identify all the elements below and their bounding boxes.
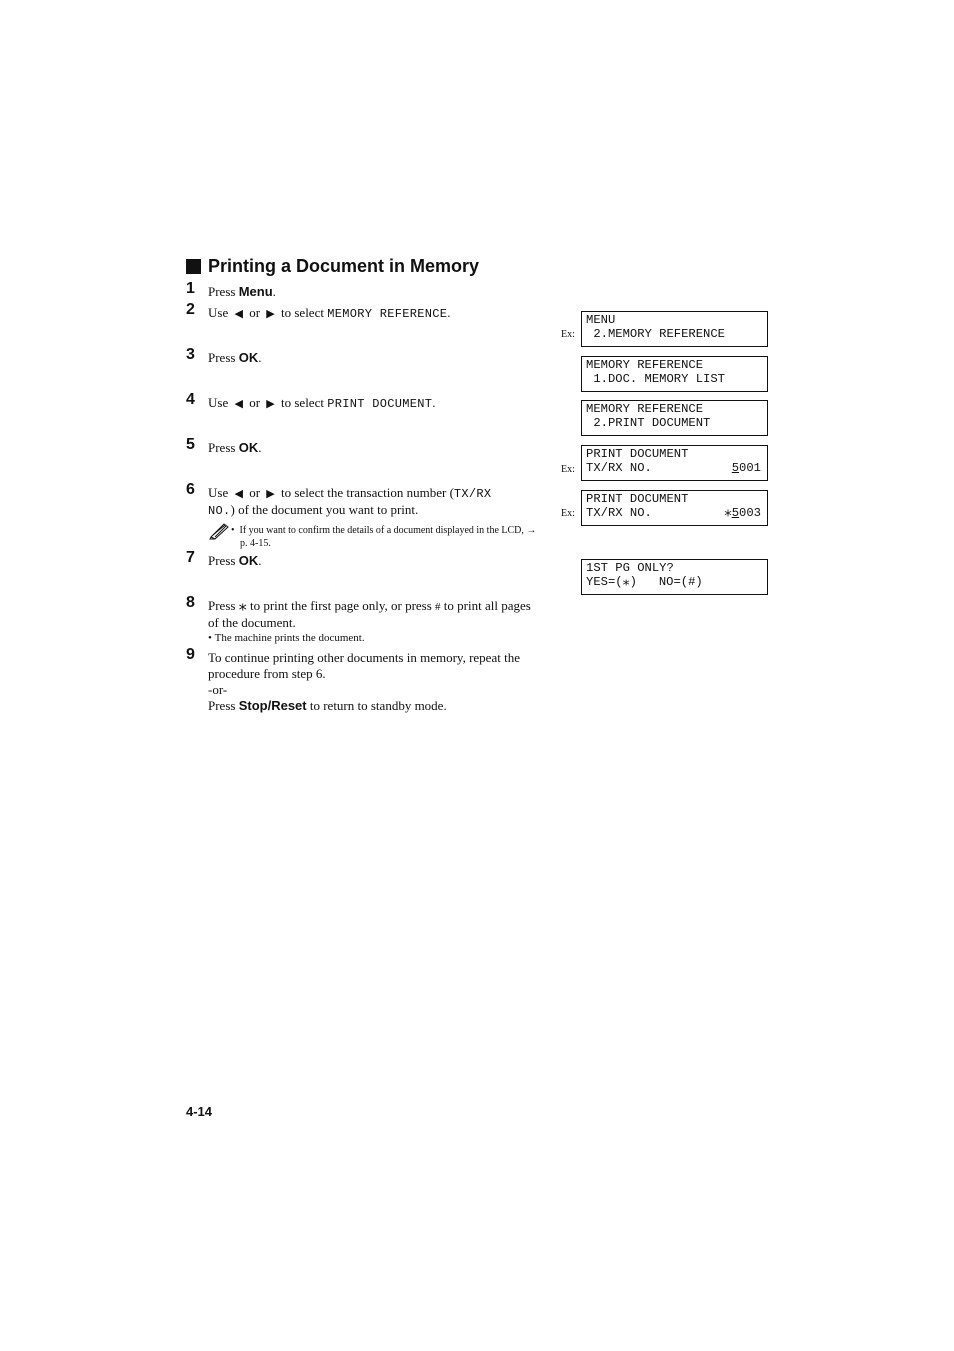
step-number: 3 (186, 346, 195, 363)
lcd-code: NO. (208, 504, 231, 518)
step-text: to select (281, 305, 324, 320)
cursor-digit: 5 (731, 506, 740, 520)
lcd-line: 1ST PG ONLY? (586, 561, 674, 575)
step-text: Use (208, 305, 229, 320)
step-9 (186, 646, 541, 714)
step-text: Press (208, 350, 239, 365)
step-text: Press (208, 598, 236, 613)
page-number: 4-14 (186, 1104, 213, 1119)
step-text: Press (208, 553, 239, 568)
step-number: 4 (186, 391, 195, 408)
right-arrow-icon: ▶ (266, 398, 275, 410)
lcd-display-menu (581, 311, 768, 347)
step-text: ) of the document you want to print. (230, 502, 419, 517)
star-key-icon: ⁎ (238, 597, 247, 614)
lcd-code: TX/RX (453, 487, 492, 501)
step-text: or (249, 305, 261, 320)
step-text: Press (208, 284, 239, 299)
step-text: . (258, 553, 262, 568)
step-7 (186, 549, 541, 569)
lcd-digits: 003 (739, 506, 761, 520)
lcd-display-first-page (581, 559, 768, 595)
star-icon: ⁎ (724, 504, 732, 521)
step-text: Press (208, 698, 239, 713)
lcd-code: MEMORY REFERENCE (327, 307, 448, 321)
lcd-display-print-document (581, 400, 768, 436)
star-icon: ⁎ (622, 574, 630, 590)
page-title: Printing a Document in Memory (208, 256, 480, 276)
step-text: to select the transaction number ( (281, 485, 454, 500)
hash-key-icon: # (435, 601, 441, 613)
key-name: OK (238, 350, 259, 365)
step-text: to return to standby mode. (306, 698, 447, 713)
cursor-digit: 5 (731, 461, 740, 475)
step-4 (186, 391, 541, 412)
key-name: Menu (238, 284, 273, 299)
lcd-line (586, 575, 703, 589)
left-arrow-icon: ◀ (234, 308, 243, 320)
example-label: Ex: (561, 508, 575, 519)
example-label: Ex: (561, 464, 575, 475)
step-text: Use (208, 485, 229, 500)
step-text: to print the first page only, or press (249, 598, 432, 613)
step-text: . (258, 440, 262, 455)
step-text: . (447, 305, 451, 320)
heading-square-icon (186, 259, 201, 274)
pencil-note-icon (208, 522, 230, 544)
lcd-line: 1.DOC. MEMORY LIST (586, 372, 725, 386)
step-number: 9 (186, 646, 195, 663)
step-2 (186, 301, 541, 322)
note: • If you want to confirm the details of a document displayed in the LCD, → p. 4-15. (208, 524, 541, 550)
step-number: 5 (186, 436, 195, 453)
lcd-display-memory-list (581, 356, 768, 392)
step-8: 8 Press ⁎ to print the first page only, or press # to print all pages of the document. • The machine prints the document. (186, 594, 531, 644)
step-5 (186, 436, 541, 456)
step-6 (186, 481, 541, 550)
lcd-text: YES=( (586, 575, 623, 589)
step-text: Use (208, 395, 229, 410)
lcd-display-txrx-5003 (581, 490, 768, 526)
lcd-line: TX/RX NO. (586, 506, 652, 520)
left-arrow-icon: ◀ (234, 488, 243, 500)
example-label: Ex: (561, 329, 575, 340)
step-text: to print all pages of the document. (208, 598, 531, 630)
lcd-tx-number (724, 506, 761, 520)
lcd-line: 2.MEMORY REFERENCE (586, 327, 725, 341)
lcd-line: TX/RX NO. (586, 461, 652, 475)
step-text: Press (208, 440, 239, 455)
sub-text: The machine prints the document. (214, 632, 365, 644)
step-text: or (249, 395, 261, 410)
step-text: . (432, 395, 436, 410)
step-text: To continue printing other documents in memory, repeat the procedure from step 6. (208, 650, 520, 681)
lcd-code: PRINT DOCUMENT (327, 397, 433, 411)
lcd-text: ) NO=(#) (629, 575, 703, 589)
lcd-line: PRINT DOCUMENT (586, 447, 689, 461)
step-number: 2 (186, 301, 195, 318)
lcd-line: MENU (586, 313, 616, 327)
step-3 (186, 346, 541, 366)
step-text: -or- (208, 682, 228, 697)
right-arrow-icon: ▶ (266, 308, 275, 320)
left-arrow-icon: ◀ (234, 398, 243, 410)
key-name: Stop/Reset (238, 698, 307, 713)
lcd-digits: 001 (739, 461, 761, 475)
lcd-line: PRINT DOCUMENT (586, 492, 689, 506)
lcd-display-txrx-5001 (581, 445, 768, 481)
lcd-tx-number (732, 461, 761, 475)
step-number: 1 (186, 280, 195, 297)
step-text: . (272, 284, 276, 299)
step-1 (186, 280, 541, 300)
key-name: OK (238, 440, 259, 455)
step-text: to select (281, 395, 324, 410)
lcd-line: 2.PRINT DOCUMENT (586, 416, 711, 430)
key-name: OK (238, 553, 259, 568)
step-number: 7 (186, 549, 195, 566)
right-arrow-icon: ▶ (266, 488, 275, 500)
step-text: . (258, 350, 262, 365)
section-heading (186, 256, 479, 277)
step-number: 6 (186, 481, 195, 498)
lcd-line: MEMORY REFERENCE (586, 358, 704, 372)
step-text: or (249, 485, 261, 500)
note-text: If you want to confirm the details of a document displayed in the LCD, → p. 4-15. (239, 525, 537, 549)
lcd-line: MEMORY REFERENCE (586, 402, 704, 416)
step-number: 8 (186, 594, 195, 611)
